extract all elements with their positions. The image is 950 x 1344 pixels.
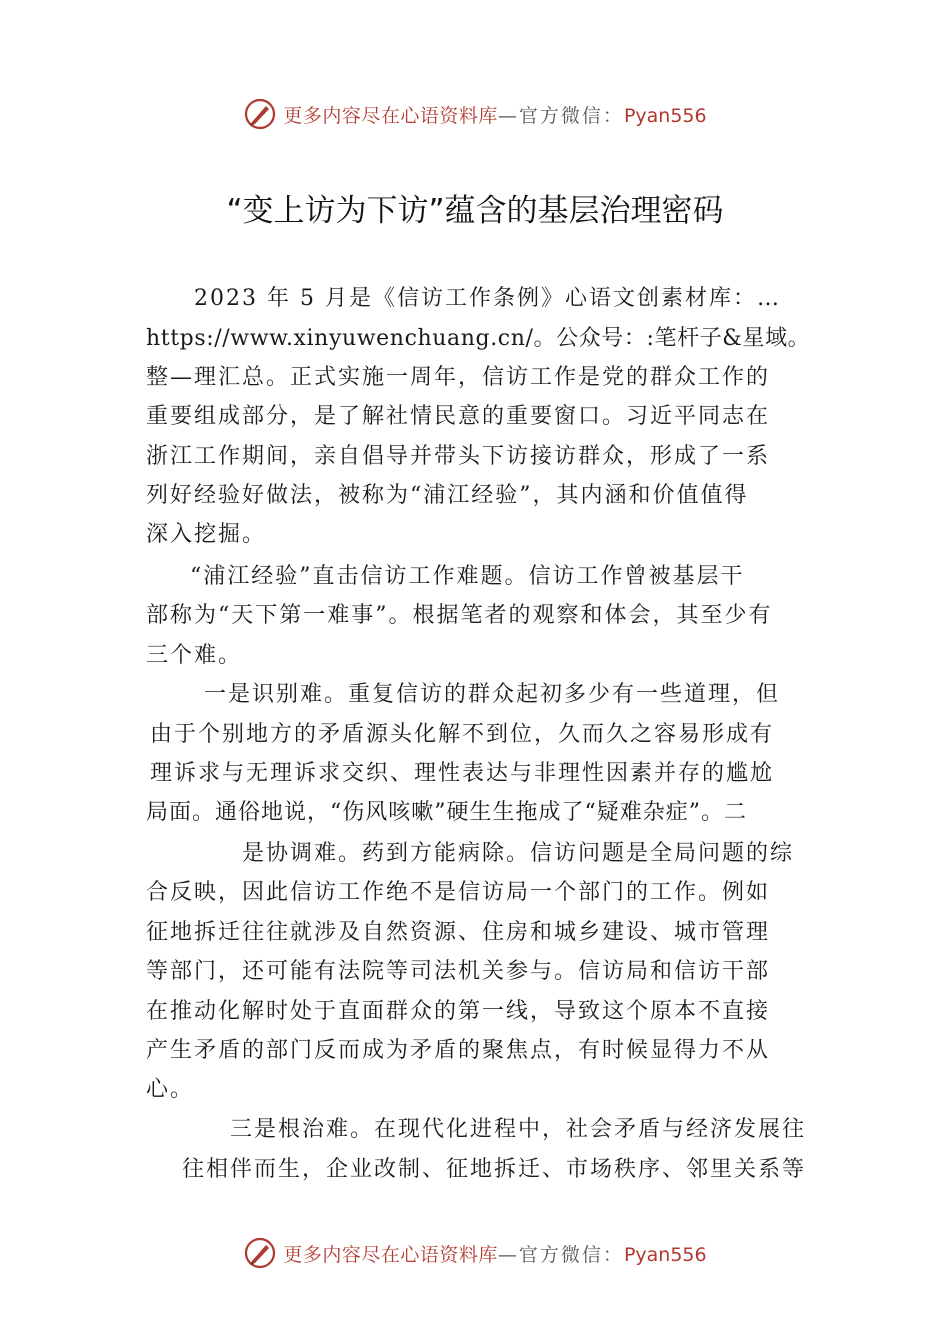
body-line: 列好经验好做法，被称为“浦江经验”，其内涵和价值值得 bbox=[146, 483, 749, 508]
body-line: “浦江经验”直击信访工作难题。信访工作曾被基层干 bbox=[190, 564, 745, 589]
body-line: 局面。通俗地说，“伤风咳嗽”硬生生拖成了“疑难杂症”。二 bbox=[146, 800, 747, 825]
body-line: 三是根治难。在现代化进程中，社会矛盾与经济发展往 bbox=[230, 1117, 807, 1142]
body-line: 三个难。 bbox=[146, 643, 243, 668]
body-line: https://www.xinyuwenchuang.cn/。公众号：:笔杆子&星域。 bbox=[146, 326, 811, 351]
article-title: “变上访为下访”蕴含的基层治理密码 bbox=[226, 193, 724, 229]
body-line: 理诉求与无理诉求交织、理性表达与非理性因素并存的尴尬 bbox=[150, 761, 775, 786]
body-line: 产生矛盾的部门反而成为矛盾的聚焦点，有时候显得力不从 bbox=[146, 1038, 771, 1063]
body-line: 合反映，因此信访工作绝不是信访局一个部门的工作。例如 bbox=[146, 880, 771, 905]
body-line: 征地拆迁往往就涉及自然资源、住房和城乡建设、城市管理 bbox=[146, 920, 771, 945]
body-line: 在推动化解时处于直面群众的第一线，导致这个原本不直接 bbox=[146, 999, 771, 1024]
body-line: 一是识别难。重复信访的群众起初多少有一些道理，但 bbox=[204, 682, 781, 707]
header-banner bbox=[0, 94, 950, 134]
body-line: 是协调难。药到方能病除。信访问题是全局问题的综 bbox=[242, 841, 795, 866]
pen-logo-icon bbox=[243, 1236, 277, 1270]
body-line: 等部门，还可能有法院等司法机关参与。信访局和信访干部 bbox=[146, 959, 771, 984]
body-line: 深入挖掘。 bbox=[146, 522, 267, 547]
body-line: 2023 年 5 月是《信访工作条例》心语文创素材库：… bbox=[194, 286, 781, 311]
banner-text: 更多内容尽在心语资料库—官方微信：Pyan556 bbox=[283, 104, 707, 127]
body-line: 心。 bbox=[146, 1077, 195, 1102]
body-line: 由于个别地方的矛盾源头化解不到位，久而久之容易形成有 bbox=[150, 722, 775, 747]
body-line: 部称为“天下第一难事”。根据笔者的观察和体会，其至少有 bbox=[146, 603, 773, 628]
body-line: 往相伴而生，企业改制、征地拆迁、市场秩序、邻里关系等 bbox=[182, 1157, 807, 1182]
pen-logo-icon bbox=[243, 97, 277, 131]
footer-banner bbox=[0, 1233, 950, 1273]
banner-text: 更多内容尽在心语资料库—官方微信：Pyan556 bbox=[283, 1243, 707, 1266]
body-line: 浙江工作期间，亲自倡导并带头下访接访群众，形成了一系 bbox=[146, 444, 771, 469]
body-line: 整—理汇总。正式实施一周年，信访工作是党的群众工作的 bbox=[146, 365, 771, 390]
body-line: 重要组成部分，是了解社情民意的重要窗口。习近平同志在 bbox=[146, 404, 771, 429]
